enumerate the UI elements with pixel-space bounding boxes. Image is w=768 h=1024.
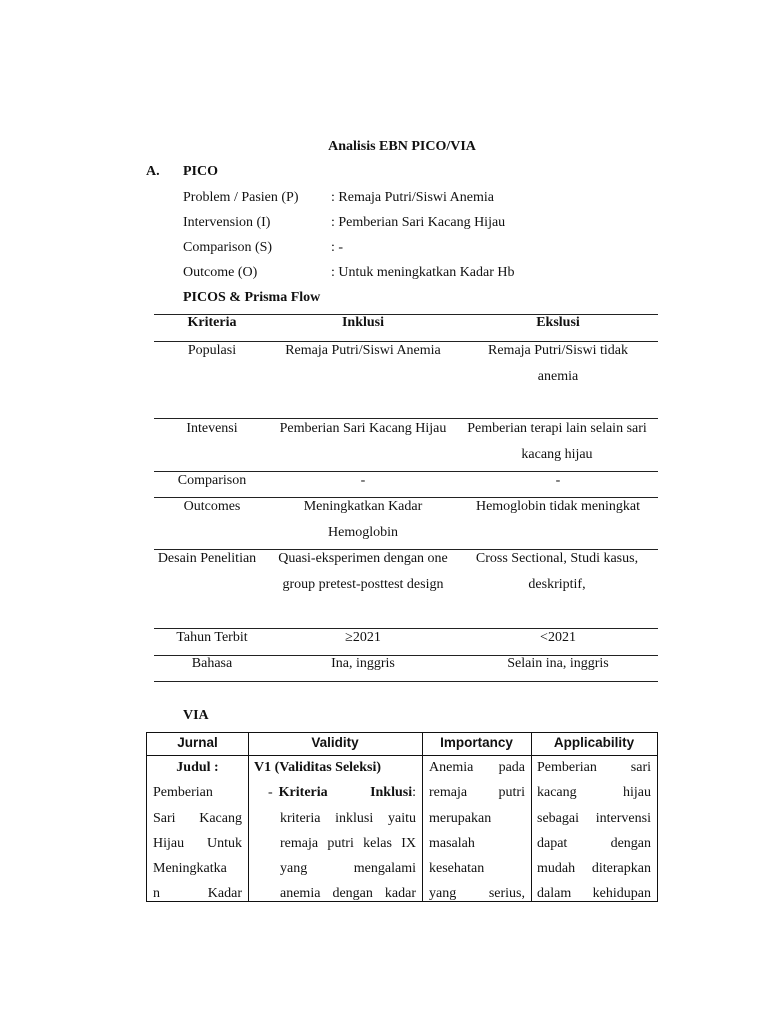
pico-label-comparison: Comparison (S) [183,240,273,255]
validity-heading: V1 (Validitas Seleksi) [254,760,382,775]
importancy-line [429,780,525,805]
table-cell: Ina, inggris [331,656,395,671]
table-cell: Pemberian Sari Kacang Hijau [279,421,447,436]
picos-heading: PICOS & Prisma Flow [183,290,321,305]
jurnal-line: Meningkatka [153,861,227,877]
importancy-line: merupakan [429,810,492,826]
word: Kriteria [278,785,328,801]
word: yang [429,886,457,902]
table-cell: Meningkatkan Kadar Hemoglobin [303,499,423,540]
word: sari [630,760,651,775]
word: dalam [537,886,572,902]
via-validity-column [254,755,416,902]
via-header-applicability: Applicability [553,735,635,750]
table-cell: <2021 [540,630,576,645]
table-cell: - [360,473,366,488]
word: yang [280,861,308,877]
table-cell: Remaja Putri/Siswi tidak anemia [488,343,628,384]
word: dengan [610,835,651,851]
word: dapat [537,835,568,851]
table-cell: - [555,473,561,488]
table-cell: Remaja Putri/Siswi Anemia [285,343,441,358]
word: Untuk [207,835,242,851]
word: Anemia [429,760,474,775]
importancy-line [429,755,525,780]
validity-dash: - [268,785,273,801]
pico-value-problem: : Remaja Putri/Siswi Anemia [331,190,494,205]
word: hijau [623,785,651,801]
word: inklusi [335,810,374,826]
importancy-line [429,881,525,902]
word: serius, [488,886,525,902]
table-header-inklusi: Inklusi [341,315,385,330]
validity-line [254,881,416,902]
word: Inklusi [370,785,413,801]
via-table [146,732,658,902]
word: kelas [363,835,392,851]
pico-label-problem: Problem / Pasien (P) [183,190,299,205]
applicability-line [537,780,651,805]
via-importancy-column [429,755,525,902]
applicability-line [537,881,651,902]
table-cell: Hemoglobin tidak meningkat [475,499,641,514]
table-cell: Selain ina, inggris [507,656,609,671]
word: yaitu [387,810,416,826]
word: Hijau [153,835,185,851]
validity-criteria-line [254,780,416,805]
word: dengan [332,886,373,902]
document-title: Analisis EBN PICO/VIA [328,139,476,154]
table-rule [154,681,658,682]
jurnal-line [153,881,242,902]
jurnal-line [153,831,242,856]
applicability-line [537,755,651,780]
word: Kadar [207,886,242,902]
table-cell: ≥2021 [345,630,381,645]
table-cell: Outcomes [183,499,241,514]
word: kehidupan [592,886,651,902]
pico-label-intervention: Intervension (I) [183,215,271,230]
validity-line [254,831,416,856]
validity-criteria-label [279,780,412,805]
importancy-line: kesehatan [429,861,485,877]
word: Sari [153,810,176,826]
jurnal-line: Pemberian [153,785,213,801]
pico-label-outcome: Outcome (O) [183,265,258,280]
table-cell: Pemberian terapi lain selain sari kacang hijau [467,421,647,462]
table-cell: Desain Penelitian [157,551,257,566]
applicability-line [537,856,651,881]
table-header-ekslusi: Ekslusi [536,315,580,330]
table-cell: Bahasa [191,656,233,671]
word: mengalami [353,861,416,877]
table-cell: Cross Sectional, Studi kasus, deskriptif, [475,551,639,592]
word: Pemberian [537,760,597,775]
word: intervensi [595,810,651,826]
word: putri [498,785,525,801]
applicability-line [537,806,651,831]
table-cell: Tahun Terbit [176,630,248,645]
word: mudah [537,861,576,877]
section-heading-pico: PICO [183,164,218,179]
via-header-validity: Validity [311,735,359,750]
validity-line [254,806,416,831]
table-cell: Comparison [177,473,247,488]
word: kadar [384,886,416,902]
jurnal-line [153,806,242,831]
pico-value-intervention: : Pemberian Sari Kacang Hijau [331,215,506,230]
via-jurnal-column [153,755,242,902]
table-cell: Intevensi [186,421,238,436]
importancy-line: masalah [429,835,475,851]
pico-value-outcome: : Untuk meningkatkan Kadar Hb [331,265,515,280]
table-column-divider [422,733,423,901]
word: remaja [429,785,468,801]
table-cell: Quasi-eksperimen dengan one group pretest-posttest design [278,551,448,592]
word: diterapkan [591,861,651,877]
table-cell: Populasi [187,343,237,358]
word: Kacang [199,810,242,826]
word: anemia [280,886,321,902]
via-header-importancy: Importancy [440,735,513,750]
section-marker: A. [146,164,160,179]
table-header-kriteria: Kriteria [187,315,237,330]
applicability-line [537,831,651,856]
word: pada [498,760,525,775]
pico-value-comparison: : - [331,240,344,255]
via-heading: VIA [183,708,209,723]
table-column-divider [248,733,249,901]
validity-colon: : [412,785,416,801]
word: kriteria [280,810,321,826]
word: remaja [280,835,319,851]
table-column-divider [531,733,532,901]
word: n [153,886,160,902]
word: IX [401,835,416,851]
word: sebagai [537,810,579,826]
via-header-jurnal: Jurnal [177,735,218,750]
word: putri [327,835,354,851]
via-applicability-column [537,755,651,902]
word: kacang [537,785,577,801]
jurnal-heading: Judul : [176,760,219,775]
validity-line [254,856,416,881]
